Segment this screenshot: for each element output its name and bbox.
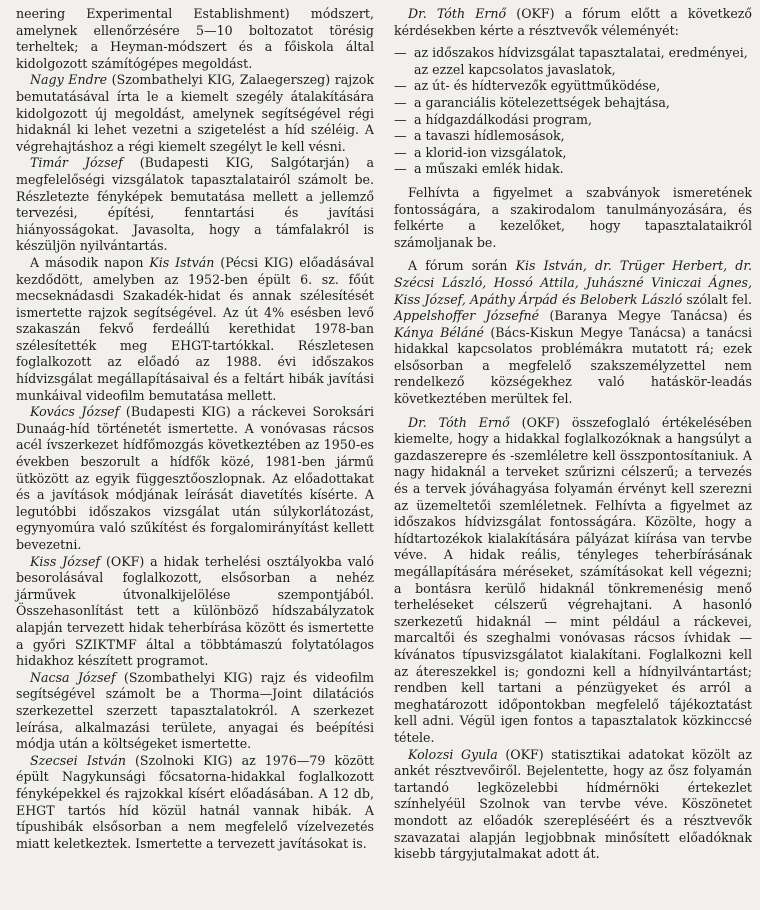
dash-bullet: — — [394, 128, 407, 144]
speaker-name: Kolozsi Gyula — [408, 746, 498, 762]
speaker-name: Nacsa József — [30, 669, 116, 685]
list-item: — az út- és hídtervezők együttműködése, — [394, 78, 661, 94]
list-item: — a hídgazdálkodási program, — [394, 111, 592, 127]
list-item: — a klorid-ion vizsgálatok, — [394, 144, 567, 160]
paragraph-standards: Felhívta a figyelmet a szabványok ismeretének fontosságára, a szakirodalom tanulmányozására, és felkérte a kezelőket, hogy tapasztalataikról számoljanak be. — [394, 184, 752, 250]
paragraph-kiss-jozsef: Kiss József (OKF) a hidak terhelési osztályokba való besorolásával foglalkozott, elsősorban a nehéz járművek útvonalkijelölése szempontjából. Összehasonlítást tett a különböző hídszabályzatok alapján tervezett hidak teherbírása között és ismertette a győri SZIKTMF által a többtámaszú folytatólagos hidakhoz készített programot. — [16, 553, 374, 669]
list-item: — a műszaki emlék hidak. — [394, 161, 564, 177]
speaker-name: Szecsei István — [30, 752, 126, 768]
dash-bullet: — — [394, 78, 407, 94]
speaker-name: Kánya Béláné — [394, 324, 484, 340]
paragraph-timar-jozsef: Timár József (Budapesti KIG, Salgótarján) a megfelelőségi vizsgálatok tapasztalatairól számolt be. Részletezte fényképek bemutatása mellett a jellemző tervezési, építési, fenntartási és javítási hiányosságokat. Javasolta, hogy a támfalakról is készüljön nyilvántartás. — [16, 155, 374, 254]
speaker-names: Kis István, dr. Trüger Herbert, dr. Szécsi László, Hossó Attila, Juhászné Viniczai Ágnes, Kiss József, Apáthy Árpád és Beloberk László — [394, 258, 752, 307]
list-item: — a garanciális kötelezettségek behajtása, — [394, 94, 670, 110]
dash-bullet: — — [394, 111, 407, 127]
speaker-name: Dr. Tóth Ernő — [408, 414, 510, 430]
list-item: — az időszakos hídvizsgálat tapasztalatai, eredményei, az ezzel kapcsolatos javaslatok, — [394, 45, 748, 77]
dash-bullet: — — [394, 45, 407, 61]
speaker-name: Kovács József — [30, 404, 120, 420]
list-item: — a tavaszi hídlemosások, — [394, 128, 565, 144]
speaker-name: Kis István — [149, 254, 215, 270]
paragraph-toth-erno-intro: Dr. Tóth Ernő (OKF) a fórum előtt a következő kérdésekben kérte a résztvevők véleményét: — [394, 6, 752, 38]
paragraph-toth-erno-summary: Dr. Tóth Ernő (OKF) összefoglaló értékelésében kiemelte, hogy a hidakkal foglalkozóknak a hangsúlyt a gazdaszerepre és -szemléletre kell összpontosítaniuk. A nagy hidaknál a terveket szűrizni célszerű; a tervezés és a tervek jóváhagyása folyamán érvényt kell szerezni az üzemeltetői szemléletnek. Felhívta a figyelmet az időszakos hídvizsgálat fontosságára. Közölte, hogy a hídtartozékok kialakítására pályázat kiírása van tervbe véve. A hidak reális, tényleges teherbírásának megállapítására méréseket, számításokat kell végezni; a bontásra kerülő hidaknál tönkremenésig menő terheléseket célszerű végrehajtani. A hasonló szerkezetű hidaknál — mint például a ráckevei, marcaltői és szeghalmi vonóvasas rácsos ívhidak — kívánatos típusvizsgálatot kialakítani. Foglalkozni kell az átereszekkel is; gondozni kell a hídnyilvántartást; rendben kell tartani a pénzügyeket és arról a meghatározott időpontokban megfelelő tájékoztatást kell adni. Végül igen fontos a tapasztalatok közkinccsé tétele. — [394, 414, 752, 745]
speaker-name: Nagy Endre — [30, 72, 108, 88]
paragraph-szecsei-istvan: Szecsei István (Szolnoki KIG) az 1976—79 között épült Nagykunsági főcsatorna-hidakkal foglalkozott fényképekkel és rajzokkal kísért előadásában. A 12 db, EHGT tartós híd közül hatnál vannak hibák. A típushibák elsősorban a nem megfelelő vízelvezetés miatt keletkeztek. Ismertette a tervezett javításokat is. — [16, 752, 375, 851]
paragraph-forum: A fórum során Kis István, dr. Trüger Herbert, dr. Szécsi László, Hossó Attila, Juhászné Viniczai Ágnes, Kiss József, Apáthy Árpád és Beloberk László szólalt fel. Appelshoffer Józsefné (Baranya Megye Tanácsa) és Kánya Béláné (Bács-Kiskun Megye Tanácsa) a tanácsi hidakkal kapcsolatos problémákra mutatott rá; ezek elsősorban a megfelelő szakszemélyzettel nem rendelkező községekhez való hatáskör-leadás következtében merültek fel. — [394, 258, 753, 407]
paragraph-kis-istvan: A második napon Kis István (Pécsi KIG) előadásával kezdődött, amelyben az 1952-ben épült 6. sz. főút mecseknádasdi Szakadék-hidat és annak szélesítését ismertette rajzok segítségével. Az út 4% esésben levő szakaszán fekvő ferdeállú kerethidat 1978-ban szélesítették meg EHGT-tartókkal. Részletesen foglalkozott az előadó az 1988. évi időszakos hídvizsgálat megállapításaival és a feltárt hibák javítási munkáival videofilm bemutatása mellett. — [16, 254, 374, 403]
speaker-name: Appelshoffer Józsefné — [394, 308, 540, 324]
dash-bullet: — — [394, 144, 407, 160]
speaker-name: Timár József — [30, 155, 123, 171]
speaker-name: Dr. Tóth Ernő — [408, 6, 507, 21]
right-column — [394, 6, 752, 910]
dash-bullet: — — [394, 161, 407, 177]
paragraph-continuation: neering Experimental Establishment) módszert, amelynek ellenőrzésére 5—10 boltozatot törésig terheltek; a Heyman-módszert és a főiskola által kidolgozott számítógépes megoldást. — [16, 6, 374, 71]
question-list — [394, 45, 752, 178]
paragraph-kolozsi-gyula: Kolozsi Gyula (OKF) statisztikai adatokat közölt az ankét résztvevőiről. Bejelentette, hogy az ősz folyamán tartandó legközelebbi hídmérnöki értekezlet színhelyéül Szolnok van tervbe véve. Köszönetet mondott az előadók szerepléséért és a résztvevők szavazatai alapján legjobbnak minősített előadóknak kisebb tárgyjutalmakat adott át. — [394, 746, 752, 862]
paragraph-kovacs-jozsef: Kovács József (Budapesti KIG) a ráckevei Soroksári Dunaág-híd történetét ismertette. A vonóvasas rácsos acél ívszerkezet hídfőmozgás következtében az 1950-es években beszorult a hídfők közé, 1981-ben jármű ütközött az egyik függesztőoszlopnak. Az előadottakat és a javítások módjának leírását diavetítés kísérte. A legutóbbi időszakos vizsgálat után súlykorlátozást, egynyomúra való szűkítést és forgalomirányítást kellett bevezetni. — [16, 404, 374, 552]
left-column — [16, 6, 374, 910]
paragraph-nacsa-jozsef: Nacsa József (Szombathelyi KIG) rajz és videofilm segítségével számolt be a Thorma—Joint dilatációs szerkezettel szerzett tapasztalatokról. A szerkezet leírása, alkalmazási területe, anyagai és beépítési módja után a költségeket ismertette. — [16, 669, 375, 752]
speaker-name: Kiss József — [30, 553, 101, 569]
paragraph-nagy-endre: Nagy Endre (Szombathelyi KIG, Zalaegerszeg) rajzok bemutatásával írta le a kiemelt szegély átalakítására kidolgozott új megoldást, amelynek segítségével régi hidaknál ki lehet vezetni a szigetelést a híd széléig. A végrehajtáshoz a régi kiemelt szegélyt le kell vésni. — [16, 72, 374, 154]
dash-bullet: — — [394, 94, 407, 110]
